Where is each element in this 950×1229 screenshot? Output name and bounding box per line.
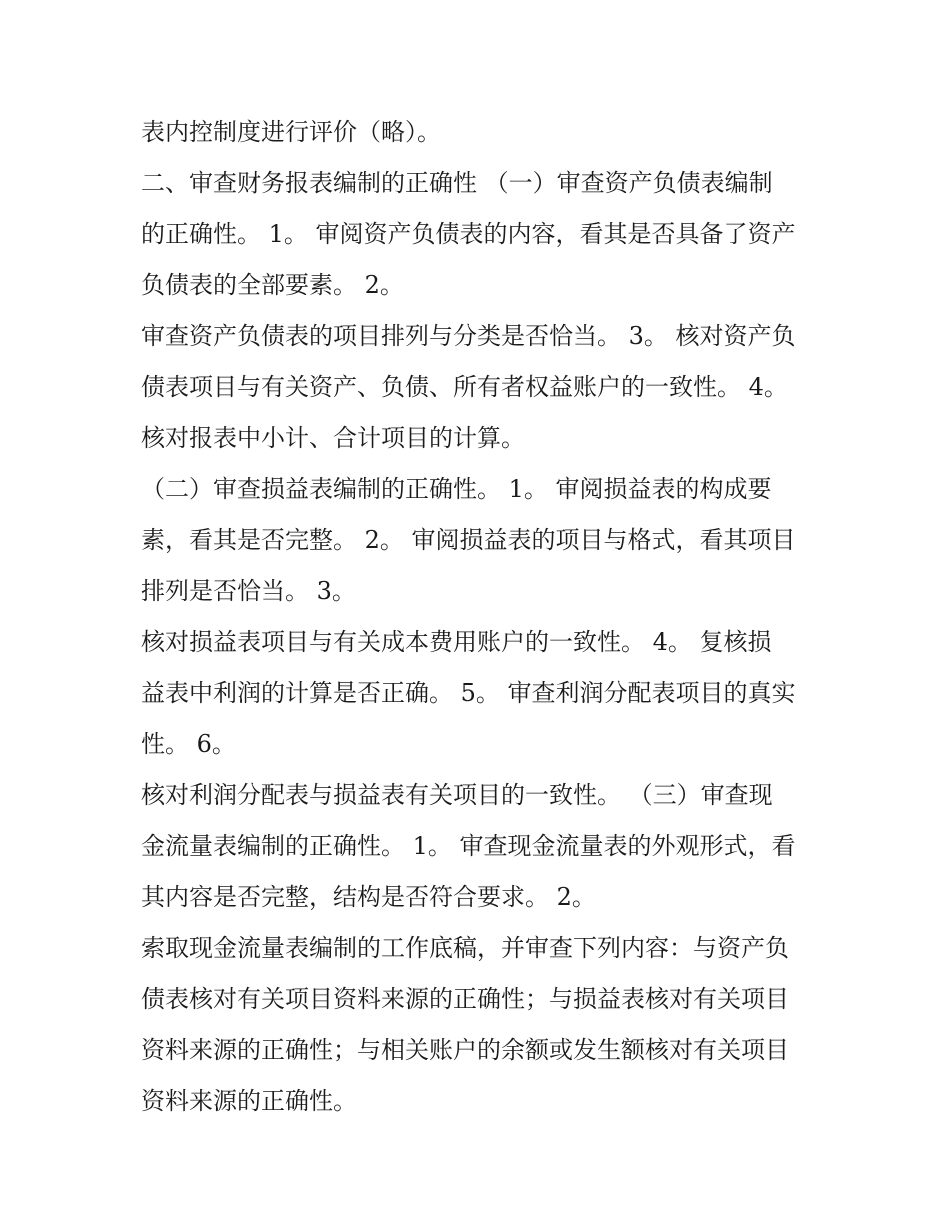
text-line: 核对损益表项目与有关成本费用账户的一致性。 4。 复核损	[141, 628, 772, 656]
text-line: 表内控制度进行评价（略）。	[141, 118, 441, 146]
text-line: 核对利润分配表与损益表有关项目的一致性。 （三）审查现	[141, 781, 773, 809]
text-line: 负债表的全部要素。 2。	[141, 271, 404, 299]
text-line: 索取现金流量表编制的工作底稿，并审查下列内容：与资产负	[141, 934, 789, 962]
text-line: 二、审查财务报表编制的正确性 （一）审查资产负债表编制	[141, 169, 773, 197]
text-line: 金流量表编制的正确性。 1。 审查现金流量表的外观形式，看	[141, 832, 796, 860]
text-line: 性。 6。	[141, 730, 236, 758]
text-line: 排列是否恰当。 3。	[141, 577, 356, 605]
text-line: 审查资产负债表的项目排列与分类是否恰当。 3。 核对资产负	[141, 322, 796, 350]
text-line: （二）审查损益表编制的正确性。 1。 审阅损益表的构成要	[141, 475, 772, 503]
text-line: 核对报表中小计、合计项目的计算。	[141, 424, 525, 452]
text-line: 资料来源的正确性。	[141, 1087, 357, 1115]
text-line: 素，看其是否完整。 2。 审阅损益表的项目与格式，看其项目	[141, 526, 796, 554]
text-line: 益表中利润的计算是否正确。 5。 审查利润分配表项目的真实	[141, 679, 796, 707]
document-body	[141, 107, 821, 1127]
text-line: 的正确性。 1。 审阅资产负债表的内容，看其是否具备了资产	[141, 220, 796, 248]
text-line: 债表核对有关项目资料来源的正确性；与损益表核对有关项目	[141, 985, 789, 1013]
text-line: 债表项目与有关资产、负债、所有者权益账户的一致性。 4。	[141, 373, 788, 401]
text-line: 其内容是否完整，结构是否符合要求。 2。	[141, 883, 596, 911]
text-line: 资料来源的正确性；与相关账户的余额或发生额核对有关项目	[141, 1036, 789, 1064]
